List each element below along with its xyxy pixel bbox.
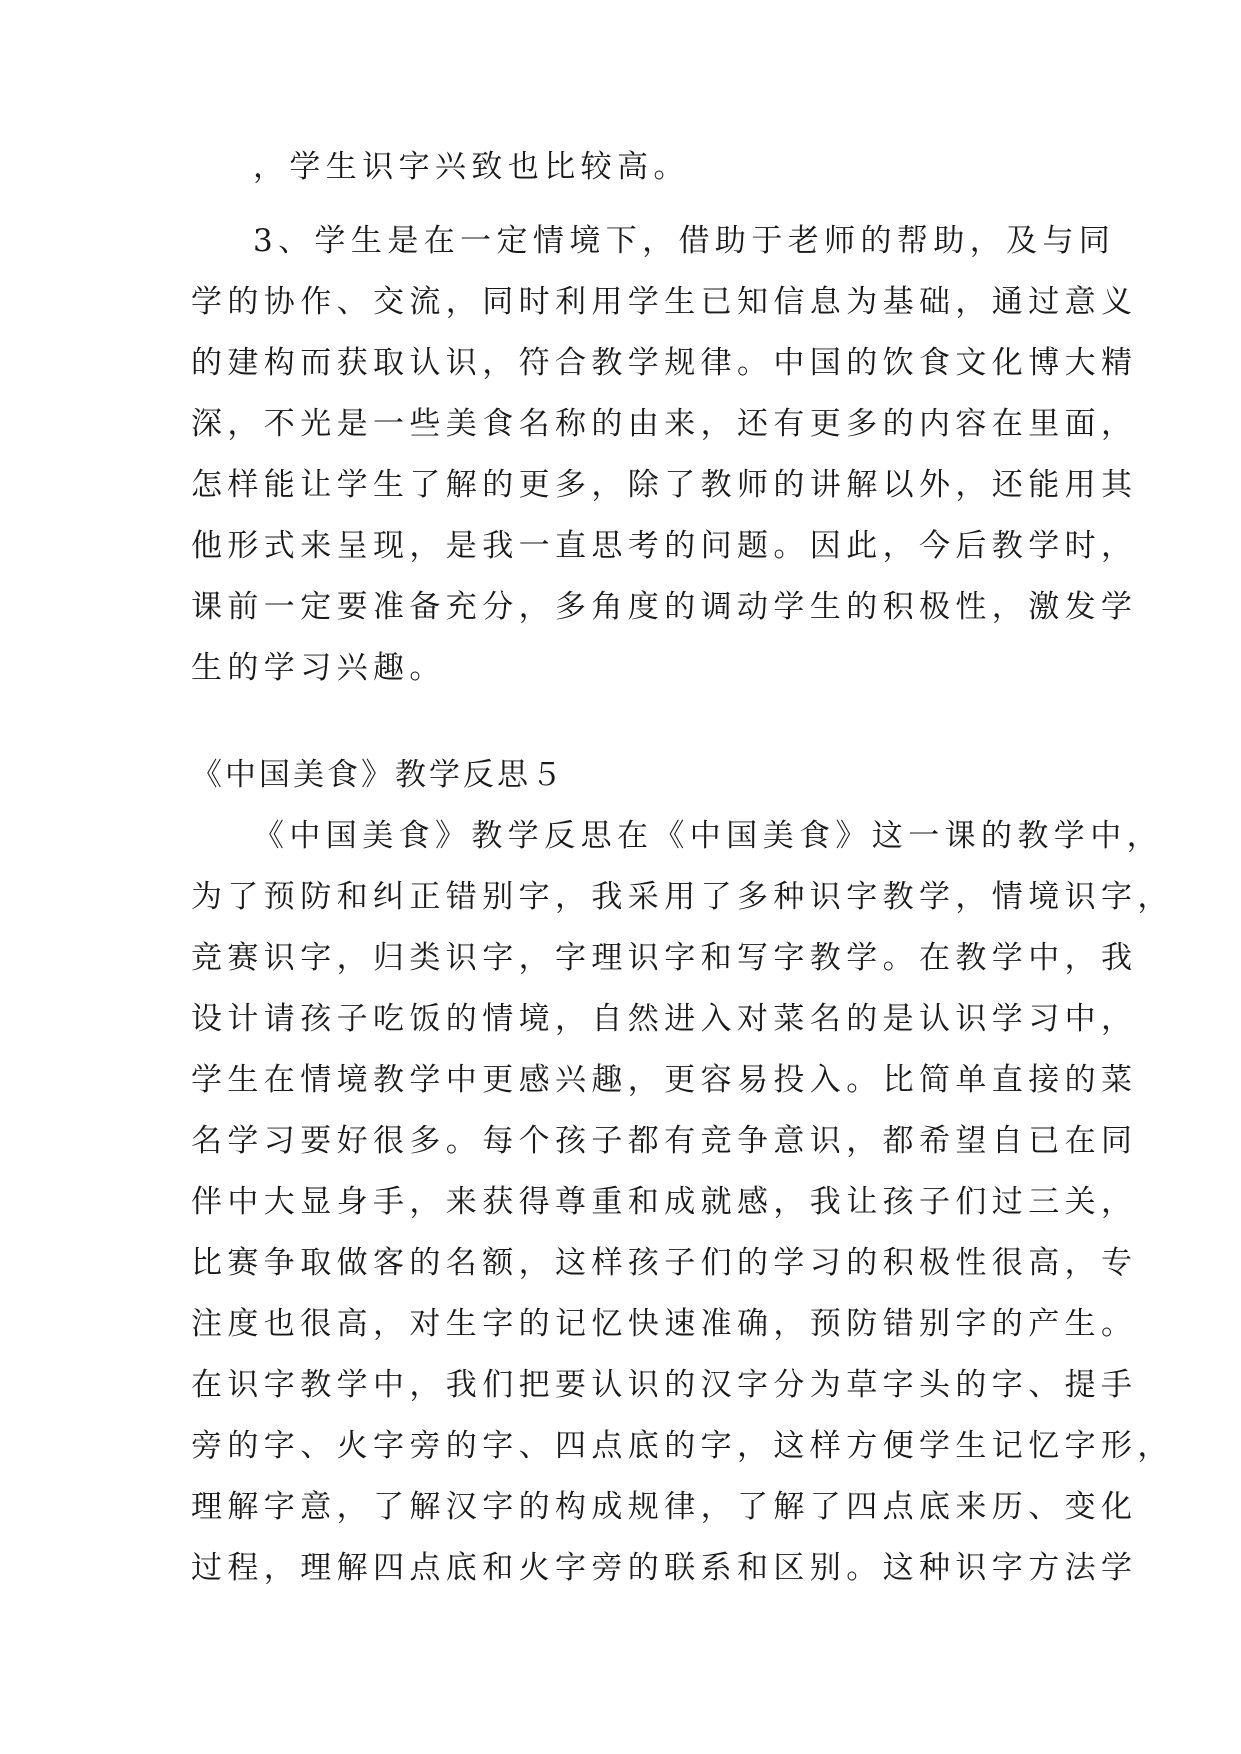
paragraph-line: 理解字意，了解汉字的构成规律，了解了四点底来历、变化 [191,1489,1138,1525]
paragraph-line: 他形式来呈现，是我一直思考的问题。因此，今后教学时， [191,528,1138,564]
paragraph-line: 过程，理解四点底和火字旁的联系和区别。这种识字方法学 [191,1550,1138,1586]
section-heading: 《中国美食》教学反思５ [191,757,565,793]
paragraph-line: 课前一定要准备充分，多角度的调动学生的积极性，激发学 [191,589,1138,625]
paragraph-line: 旁的字、火字旁的字、四点底的字，这样方便学生记忆字形， [191,1428,1174,1464]
paragraph-line: 名学习要好很多。每个孩子都有竞争意识，都希望自已在同 [191,1123,1138,1159]
paragraph-line: 生的学习兴趣。 [191,650,446,686]
paragraph-line: 学生在情境教学中更感兴趣，更容易投入。比简单直接的菜 [191,1062,1138,1098]
paragraph-line: 深，不光是一些美食名称的由来，还有更多的内容在里面， [191,406,1138,442]
paragraph-line: 竞赛识字，归类识字，字理识字和写字教学。在教学中，我 [191,940,1138,976]
paragraph-line: 怎样能让学生了解的更多，除了教师的讲解以外，还能用其 [191,467,1138,503]
paragraph-line: ，学生识字兴致也比较高。 [253,149,690,185]
paragraph-line: 3、学生是在一定情境下，借助于老师的帮助，及与同 [253,223,1116,259]
paragraph-line: 为了预防和纠正错别字，我采用了多种识字教学，情境识字， [191,879,1174,915]
paragraph-line: 学的协作、交流，同时利用学生已知信息为基础，通过意义 [191,284,1138,320]
paragraph-line: 的建构而获取认识，符合教学规律。中国的饮食文化博大精 [191,345,1138,381]
paragraph-line: 注度也很高，对生字的记忆快速准确，预防错别字的产生。 [191,1306,1138,1342]
paragraph-line: 在识字教学中，我们把要认识的汉字分为草字头的字、提手 [191,1367,1138,1403]
paragraph-line: 《中国美食》教学反思在《中国美食》这一课的教学中， [253,818,1163,854]
paragraph-line: 设计请孩子吃饭的情境，自然进入对菜名的是认识学习中， [191,1001,1138,1037]
paragraph-line: 比赛争取做客的名额，这样孩子们的学习的积极性很高，专 [191,1245,1138,1281]
paragraph-line: 伴中大显身手，来获得尊重和成就感，我让孩子们过三关， [191,1184,1138,1220]
